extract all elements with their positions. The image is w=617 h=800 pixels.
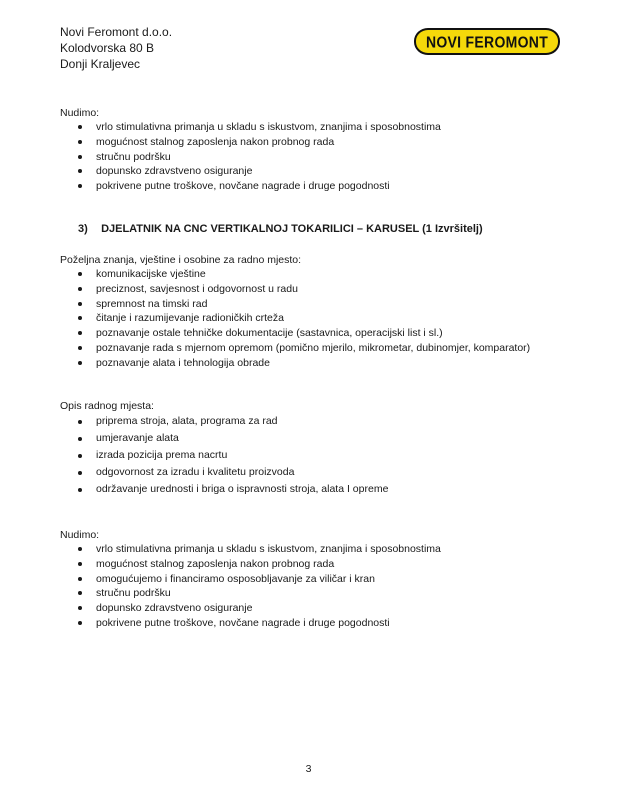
list-item: umjeravanje alata bbox=[60, 430, 388, 447]
page-number: 3 bbox=[305, 763, 312, 775]
list-item: stručnu podršku bbox=[60, 150, 441, 165]
logo-text: NOVI FEROMONT bbox=[425, 32, 549, 51]
skills-section bbox=[60, 253, 530, 371]
list-item: pokrivene putne troškove, novčane nagrade i druge pogodnosti bbox=[60, 616, 441, 631]
company-address bbox=[60, 24, 172, 72]
position-heading bbox=[78, 223, 483, 235]
description-section bbox=[60, 399, 388, 498]
list-item: poznavanje rada s mjernom opremom (pomično mjerilo, mikrometar, dubinomjer, komparator) bbox=[60, 341, 530, 356]
list-item: vrlo stimulativna primanja u skladu s iskustvom, znanjima i sposobnostima bbox=[60, 120, 441, 135]
list-item: priprema stroja, alata, programa za rad bbox=[60, 413, 388, 430]
list-item: čitanje i razumijevanje radioničkih crteža bbox=[60, 311, 530, 326]
list-item: stručnu podršku bbox=[60, 586, 441, 601]
list-item: spremnost na timski rad bbox=[60, 297, 530, 312]
company-name: Novi Feromont d.o.o. bbox=[60, 25, 173, 39]
description-list bbox=[60, 413, 388, 498]
description-label: Opis radnog mjesta: bbox=[60, 400, 154, 412]
company-city: Donji Kraljevec bbox=[60, 57, 141, 71]
list-item: omogućujemo i financiramo osposobljavanje za viličar i kran bbox=[60, 572, 441, 587]
skills-label: Poželjna znanja, vještine i osobine za radno mjesto: bbox=[60, 254, 302, 266]
list-item: odgovornost za izradu i kvalitetu proizvoda bbox=[60, 464, 388, 481]
list-item: poznavanje alata i tehnologija obrade bbox=[60, 356, 530, 371]
list-item: vrlo stimulativna primanja u skladu s iskustvom, znanjima i sposobnostima bbox=[60, 542, 441, 557]
skills-list bbox=[60, 267, 530, 371]
offer-list bbox=[60, 120, 441, 194]
list-item: poznavanje ostale tehničke dokumentacije (sastavnica, operacijski list i sl.) bbox=[60, 326, 530, 341]
company-street: Kolodvorska 80 B bbox=[60, 41, 155, 55]
list-item: preciznost, savjesnost i odgovornost u radu bbox=[60, 282, 530, 297]
position-number: 3) bbox=[78, 223, 88, 235]
position-title: DJELATNIK NA CNC VERTIKALNOJ TOKARILICI – KARUSEL (1 Izvršitelj) bbox=[101, 223, 483, 235]
offer-section-2 bbox=[60, 528, 441, 631]
list-item: izrada pozicija prema nacrtu bbox=[60, 447, 388, 464]
list-item: komunikacijske vještine bbox=[60, 267, 530, 282]
list-item: mogućnost stalnog zaposlenja nakon probnog rada bbox=[60, 557, 441, 572]
offer-label: Nudimo: bbox=[60, 529, 100, 541]
list-item: dopunsko zdravstveno osiguranje bbox=[60, 601, 441, 616]
list-item: mogućnost stalnog zaposlenja nakon probnog rada bbox=[60, 135, 441, 150]
offer-list bbox=[60, 542, 441, 631]
company-logo bbox=[414, 28, 560, 55]
list-item: održavanje urednosti i briga o ispravnosti stroja, alata I opreme bbox=[60, 481, 388, 498]
offer-section-1 bbox=[60, 106, 441, 194]
list-item: pokrivene putne troškove, novčane nagrade i druge pogodnosti bbox=[60, 179, 441, 194]
offer-label: Nudimo: bbox=[60, 107, 100, 119]
list-item: dopunsko zdravstveno osiguranje bbox=[60, 164, 441, 179]
